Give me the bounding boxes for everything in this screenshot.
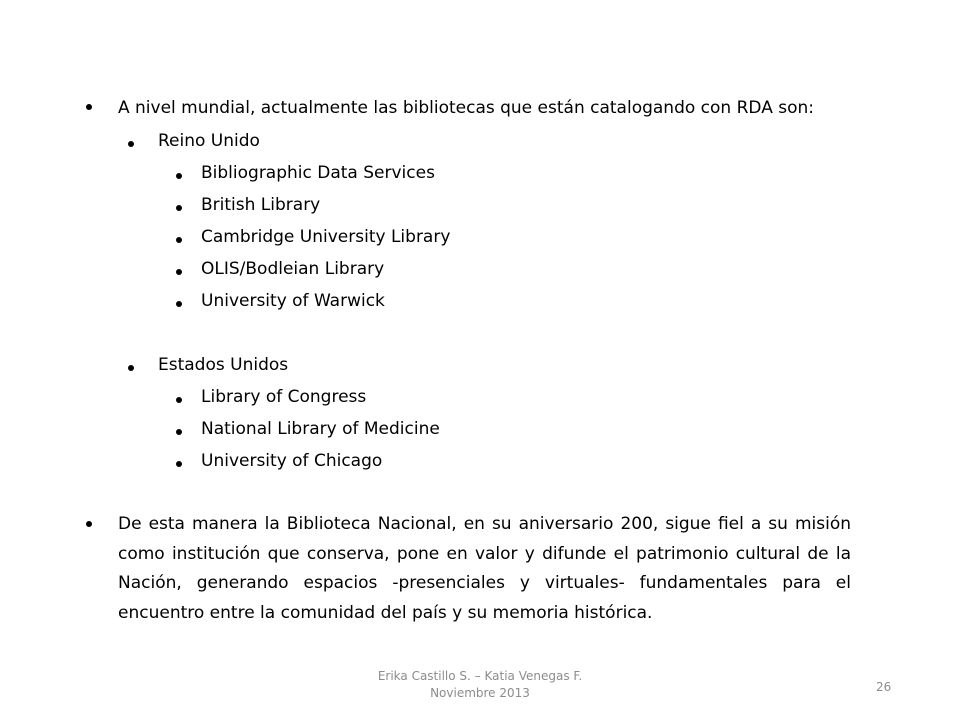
bullet-dot-icon <box>176 397 182 403</box>
intro-text: A nivel mundial, actualmente las bibliotecas que están catalogando con RDA son: <box>118 98 814 118</box>
closing-paragraph: De esta manera la Biblioteca Nacional, en su aniversario 200, sigue fiel a su misión como institución que conserva, pone en valor y difunde el patrimonio cultural de la Nación, generando espacios -presenciales y virtuales- fundamentales para el encuentro entre la comunidad del país y su memoria histórica. <box>118 514 851 623</box>
bullet-dot-icon <box>128 141 134 147</box>
country-us-label: Estados Unidos <box>158 355 289 375</box>
uk-library-item: University of Warwick <box>201 291 385 311</box>
bullet-dot-icon <box>176 205 182 211</box>
bullet-dot-icon <box>176 237 182 243</box>
slide-page-number: 26 <box>876 680 892 694</box>
footer-date: Noviembre 2013 <box>430 686 530 700</box>
uk-library-item: Cambridge University Library <box>201 227 451 247</box>
us-library-item: National Library of Medicine <box>201 419 440 439</box>
bullet-dot-icon <box>176 269 182 275</box>
bullet-dot-icon <box>128 365 134 371</box>
footer-authors: Erika Castillo S. – Katia Venegas F. <box>377 669 583 683</box>
country-uk-label: Reino Unido <box>158 131 260 151</box>
uk-library-item: Bibliographic Data Services <box>201 163 435 183</box>
us-library-item: University of Chicago <box>201 451 383 471</box>
bullet-dot-icon <box>176 461 182 467</box>
uk-library-item: British Library <box>201 195 321 215</box>
bullet-dot-icon <box>176 301 182 307</box>
bullet-dot-icon <box>176 429 182 435</box>
slide-footer <box>350 668 610 702</box>
bullet-dot-icon <box>86 104 92 110</box>
uk-library-item: OLIS/Bodleian Library <box>201 259 385 279</box>
bullet-dot-icon <box>86 521 92 527</box>
bullet-dot-icon <box>176 173 182 179</box>
us-library-item: Library of Congress <box>201 387 367 407</box>
